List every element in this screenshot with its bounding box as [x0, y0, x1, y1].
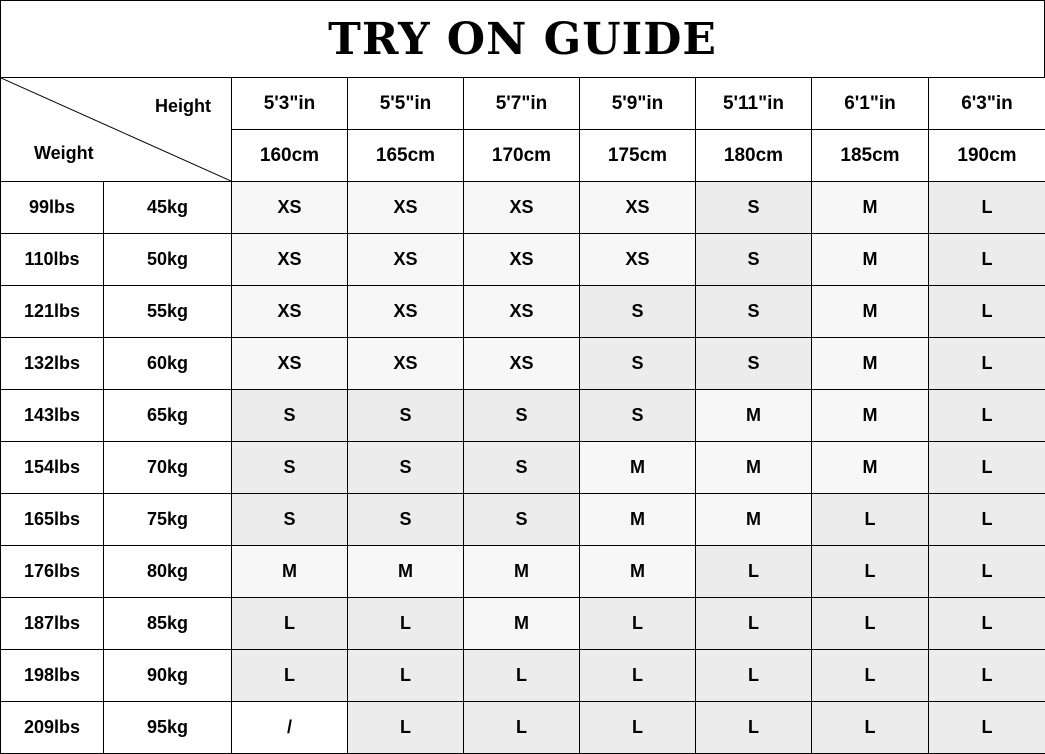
size-cell: S: [580, 338, 696, 390]
size-cell: S: [232, 494, 348, 546]
size-cell: XS: [580, 234, 696, 286]
height-ft-header: 5'11"in: [696, 78, 812, 130]
corner-cell: [1, 78, 232, 182]
weight-kg-cell: 85kg: [104, 598, 232, 650]
size-table: [0, 77, 1045, 754]
page-title: TRY ON GUIDE: [0, 0, 1045, 77]
size-cell: L: [929, 442, 1045, 494]
table-row: [1, 650, 1045, 702]
size-cell: M: [580, 442, 696, 494]
size-cell: L: [929, 702, 1045, 754]
weight-kg-cell: 75kg: [104, 494, 232, 546]
table-row: [1, 598, 1045, 650]
height-ft-header: 5'5"in: [348, 78, 464, 130]
size-cell: S: [696, 234, 812, 286]
size-cell: L: [929, 182, 1045, 234]
weight-lbs-cell: 99lbs: [1, 182, 104, 234]
size-cell: L: [812, 494, 929, 546]
size-cell: L: [348, 650, 464, 702]
size-cell: S: [348, 494, 464, 546]
size-cell: L: [696, 598, 812, 650]
height-cm-header: 185cm: [812, 130, 929, 182]
size-cell: S: [464, 494, 580, 546]
weight-lbs-cell: 132lbs: [1, 338, 104, 390]
size-cell: XS: [464, 338, 580, 390]
size-cell: S: [348, 390, 464, 442]
size-cell: S: [696, 182, 812, 234]
size-cell: L: [696, 702, 812, 754]
size-cell: L: [929, 650, 1045, 702]
size-cell: L: [580, 650, 696, 702]
size-cell: /: [232, 702, 348, 754]
size-cell: M: [696, 390, 812, 442]
height-ft-header: 6'1"in: [812, 78, 929, 130]
size-cell: L: [348, 702, 464, 754]
size-cell: L: [812, 546, 929, 598]
size-cell: XS: [232, 182, 348, 234]
size-cell: M: [812, 286, 929, 338]
size-cell: L: [232, 598, 348, 650]
weight-kg-cell: 80kg: [104, 546, 232, 598]
size-cell: L: [580, 598, 696, 650]
table-row: [1, 182, 1045, 234]
size-cell: XS: [464, 234, 580, 286]
height-cm-header: 180cm: [696, 130, 812, 182]
size-cell: XS: [464, 182, 580, 234]
size-cell: L: [696, 650, 812, 702]
size-cell: L: [929, 338, 1045, 390]
size-cell: S: [348, 442, 464, 494]
size-cell: M: [812, 390, 929, 442]
weight-kg-cell: 70kg: [104, 442, 232, 494]
size-cell: L: [929, 494, 1045, 546]
height-cm-header: 175cm: [580, 130, 696, 182]
size-cell: L: [812, 598, 929, 650]
size-cell: S: [580, 286, 696, 338]
size-cell: L: [348, 598, 464, 650]
weight-kg-cell: 65kg: [104, 390, 232, 442]
size-cell: L: [812, 702, 929, 754]
table-row: [1, 390, 1045, 442]
size-cell: L: [464, 650, 580, 702]
size-cell: S: [696, 338, 812, 390]
size-cell: S: [232, 442, 348, 494]
size-cell: XS: [232, 286, 348, 338]
weight-lbs-cell: 187lbs: [1, 598, 104, 650]
weight-lbs-cell: 176lbs: [1, 546, 104, 598]
size-cell: XS: [232, 338, 348, 390]
size-cell: M: [464, 546, 580, 598]
table-row: [1, 286, 1045, 338]
size-cell: M: [580, 546, 696, 598]
table-row: [1, 702, 1045, 754]
size-cell: S: [580, 390, 696, 442]
size-cell: L: [929, 286, 1045, 338]
height-ft-header: 5'3"in: [232, 78, 348, 130]
size-cell: M: [580, 494, 696, 546]
table-row: [1, 546, 1045, 598]
size-cell: L: [580, 702, 696, 754]
size-cell: L: [929, 390, 1045, 442]
size-cell: M: [696, 442, 812, 494]
weight-lbs-cell: 143lbs: [1, 390, 104, 442]
size-cell: L: [929, 546, 1045, 598]
weight-lbs-cell: 110lbs: [1, 234, 104, 286]
size-cell: S: [464, 442, 580, 494]
size-cell: XS: [348, 182, 464, 234]
table-row: [1, 442, 1045, 494]
diagonal-line: [1, 78, 231, 181]
size-cell: L: [696, 546, 812, 598]
weight-kg-cell: 90kg: [104, 650, 232, 702]
weight-lbs-cell: 154lbs: [1, 442, 104, 494]
weight-kg-cell: 95kg: [104, 702, 232, 754]
height-ft-header: 5'7"in: [464, 78, 580, 130]
height-label: Height: [155, 96, 211, 116]
size-cell: M: [812, 182, 929, 234]
size-cell: M: [464, 598, 580, 650]
size-cell: L: [464, 702, 580, 754]
weight-kg-cell: 45kg: [104, 182, 232, 234]
weight-kg-cell: 60kg: [104, 338, 232, 390]
size-cell: M: [812, 234, 929, 286]
height-ft-header: 6'3"in: [929, 78, 1045, 130]
size-cell: L: [232, 650, 348, 702]
weight-lbs-cell: 198lbs: [1, 650, 104, 702]
size-cell: S: [464, 390, 580, 442]
height-cm-header: 165cm: [348, 130, 464, 182]
height-ft-header: 5'9"in: [580, 78, 696, 130]
height-cm-header: 160cm: [232, 130, 348, 182]
weight-lbs-cell: 121lbs: [1, 286, 104, 338]
size-cell: S: [696, 286, 812, 338]
size-cell: M: [232, 546, 348, 598]
size-cell: L: [929, 598, 1045, 650]
weight-label: Weight: [34, 143, 94, 163]
size-cell: M: [812, 338, 929, 390]
size-cell: XS: [348, 286, 464, 338]
table-row: [1, 234, 1045, 286]
header-row-ft: [1, 78, 1045, 130]
table-row: [1, 338, 1045, 390]
size-cell: M: [812, 442, 929, 494]
size-cell: L: [812, 650, 929, 702]
size-cell: XS: [580, 182, 696, 234]
size-cell: XS: [464, 286, 580, 338]
weight-lbs-cell: 209lbs: [1, 702, 104, 754]
size-cell: XS: [348, 338, 464, 390]
size-cell: M: [348, 546, 464, 598]
weight-kg-cell: 50kg: [104, 234, 232, 286]
size-cell: XS: [348, 234, 464, 286]
table-row: [1, 494, 1045, 546]
weight-kg-cell: 55kg: [104, 286, 232, 338]
size-cell: XS: [232, 234, 348, 286]
size-cell: L: [929, 234, 1045, 286]
size-cell: S: [232, 390, 348, 442]
weight-lbs-cell: 165lbs: [1, 494, 104, 546]
height-cm-header: 170cm: [464, 130, 580, 182]
size-cell: M: [696, 494, 812, 546]
height-cm-header: 190cm: [929, 130, 1045, 182]
